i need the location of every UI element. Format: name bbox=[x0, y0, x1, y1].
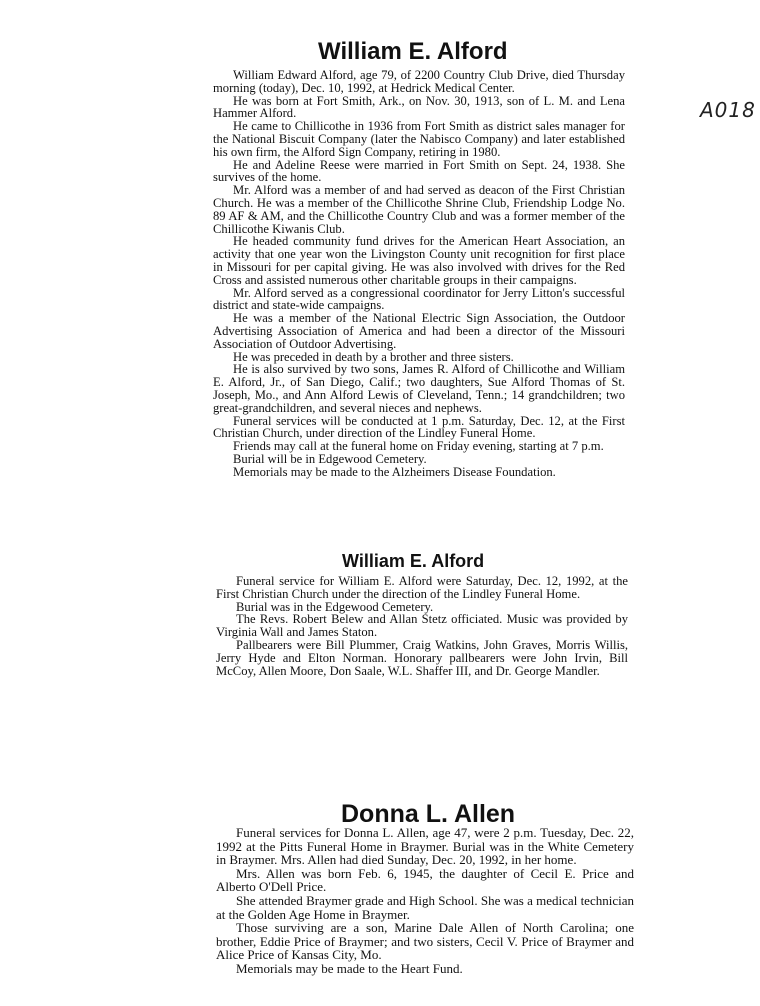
obituary-paragraph: Mr. Alford was a member of and had served as deacon of the First Christian Church. He was a member of the Chillicothe Shrine Club, Friendship Lodge No. 89 AF & AM, and the Chillicothe Country Club and was a former member of the Chillicothe Kiwanis Club. bbox=[213, 183, 625, 236]
obituary-title-3: Donna L. Allen bbox=[341, 800, 516, 828]
obituary-paragraph: He and Adeline Reese were married in Fort Smith on Sept. 24, 1938. She survives of the home. bbox=[213, 157, 625, 185]
obituary-paragraph: Pallbearers were Bill Plummer, Craig Watkins, John Graves, Morris Willis, Jerry Hyde and Elton Norman. Honorary pallbearers were John Irvin, Bill McCoy, Allen Moore, Don Saale, W.L. Shaffer III, and Dr. George Mandler. bbox=[216, 637, 628, 678]
obituary-body-2 bbox=[216, 575, 628, 677]
obituary-body-1 bbox=[213, 69, 625, 479]
obituary-paragraph: Those surviving are a son, Marine Dale Allen of North Carolina; one brother, Eddie Price of Braymer; and two sisters, Cecil V. Price of Braymer and Alice Price of Kansas City, Mo. bbox=[216, 920, 634, 963]
obituary-paragraph: He was preceded in death by a brother and three sisters. bbox=[233, 349, 514, 364]
obituary-paragraph: Memorials may be made to the Alzheimers Disease Foundation. bbox=[233, 464, 556, 479]
obituary-paragraph: William Edward Alford, age 79, of 2200 Country Club Drive, died Thursday morning (today), Dec. 10, 1992, at Hedrick Medical Center. bbox=[213, 68, 625, 95]
obituary-paragraph: Funeral services for Donna L. Allen, age 47, were 2 p.m. Tuesday, Dec. 22, 1992 at the Pitts Funeral Home in Braymer. Burial was in the White Cemetery in Braymer. Mrs. Allen had died Sunday, Dec. 20, 1992, in her home. bbox=[216, 825, 634, 868]
obituary-paragraph: Friends may call at the funeral home on Friday evening, starting at 7 p.m. bbox=[233, 439, 604, 454]
obituary-title-2: William E. Alford bbox=[342, 551, 485, 571]
obituary-paragraph: Mrs. Allen was born Feb. 6, 1945, the daughter of Cecil E. Price and Alberto O'Dell Price. bbox=[216, 865, 634, 895]
obituary-paragraph: He was born at Fort Smith, Ark., on Nov. 30, 1913, son of L. M. and Lena Hammer Alford. bbox=[213, 93, 625, 121]
obituary-paragraph: He was a member of the National Electric Sign Association, the Outdoor Advertising Association of America and had been a director of the Missouri Association of Outdoor Advertising. bbox=[213, 311, 625, 351]
obituary-paragraph: He came to Chillicothe in 1936 from Fort Smith as district sales manager for the National Biscuit Company (later the Nabisco Company) and later established his own firm, the Alford Sign Company, retiring in 1980. bbox=[213, 119, 625, 159]
obituary-title-1: William E. Alford bbox=[318, 38, 508, 65]
obituary-paragraph: The Revs. Robert Belew and Allan Stetz officiated. Music was provided by Virginia Wall and James Staton. bbox=[216, 612, 628, 640]
obituary-paragraph: Funeral service for William E. Alford were Saturday, Dec. 12, 1992, at the First Christian Church under the direction of the Lindley Funeral Home. bbox=[216, 574, 628, 601]
obituary-paragraph: She attended Braymer grade and High School. She was a medical technician at the Golden Age Home in Braymer. bbox=[216, 892, 634, 922]
obituary-paragraph: Memorials may be made to the Heart Fund. bbox=[236, 960, 463, 976]
obituary-paragraph: He headed community fund drives for the American Heart Association, an activity that one year won the Livingston County unit recognition for first place in Missouri for per capital giving. He was also involved with drives for the Red Cross and assisted numerous other charitable groups in their campaigns. bbox=[213, 234, 625, 287]
obituary-paragraph: Burial was in the Edgewood Cemetery. bbox=[236, 599, 434, 614]
handwritten-margin-note: A018 bbox=[700, 98, 756, 122]
obituary-body-3 bbox=[216, 826, 634, 976]
obituary-paragraph: Mr. Alford served as a congressional coordinator for Jerry Litton's successful district and state-wide campaigns. bbox=[213, 285, 625, 313]
obituary-paragraph: Funeral services will be conducted at 1 p.m. Saturday, Dec. 12, at the First Christian Church, under direction of the Lindley Funeral Home. bbox=[213, 413, 625, 441]
obituary-paragraph: He is also survived by two sons, James R. Alford of Chillicothe and William E. Alford, Jr., of San Diego, Calif.; two daughters, Sue Alford Thomas of St. Joseph, Mo., and Ann Alford Lewis of Cleveland, Tenn.; 14 grandchildren; two great-grandchildren, and several nieces and nephews. bbox=[213, 362, 625, 415]
obituary-paragraph: Burial will be in Edgewood Cemetery. bbox=[233, 451, 427, 466]
